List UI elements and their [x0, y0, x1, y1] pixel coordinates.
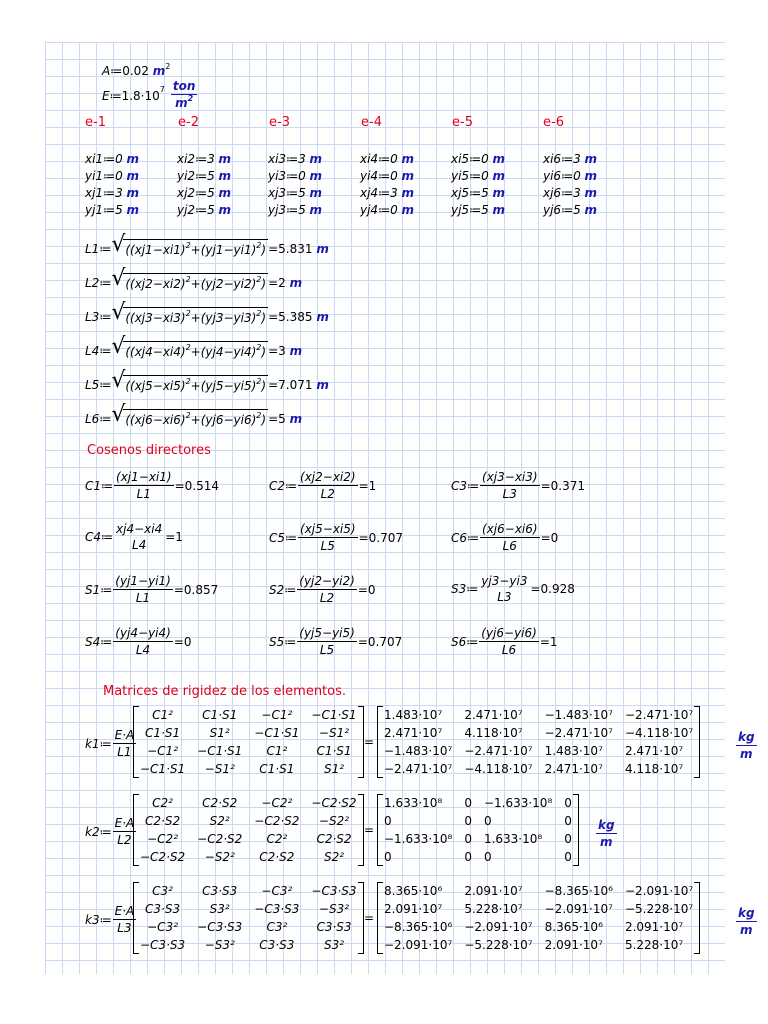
matrix-cell: −2.471·10⁷: [464, 744, 533, 758]
length-L5[interactable]: L5 ≔ √ $((xj5-xi5)^2+(yj5-yi5)^2)$ = 7.071 m: [85, 368, 329, 393]
coord-xj4[interactable]: xj4≔3 m: [360, 186, 415, 200]
matrix-cell: −2.091·10⁷: [624, 884, 694, 898]
k3-unit: $\frac{kg}{m}$: [738, 906, 755, 937]
stiffness-k2[interactable]: k2 ≔ $\frac{E\cdot A}{L2}$ C2² C2·S2 −C2² −C2·S2 C2·S2 S2² −C2·S2 −S2² −C2² −C2·S2 C2² C2·S2 −C2·S2 −S2² C2·S2 S2² = 1.633·10⁸ 0 −1.633·10⁸ 0 0 0 0 0 −1.633·10⁸ 0 1.633·10⁸ 0 0 0 0 0 $\frac{kg}{m}$: [85, 796, 615, 864]
cosine-row-2: [85, 522, 705, 574]
matrix-cell: C3²: [266, 920, 288, 934]
matrix-cell: −C1·S1: [140, 762, 186, 776]
modulus-exp: 7: [159, 84, 165, 94]
matrix-row: [378, 882, 699, 900]
cosine-C4[interactable]: C4 ≔ xj4−xi4 L4 = 1: [85, 522, 183, 552]
coord-yi1[interactable]: yi1≔0 m: [85, 169, 140, 183]
coord-xi1[interactable]: xi1≔0 m: [85, 152, 140, 166]
stiffness-k1[interactable]: k1 ≔ $\frac{E\cdot A}{L1}$ C1² C1·S1 −C1² −C1·S1 C1·S1 S1² −C1·S1 −S1² −C1² −C1·S1 C1² C1·S1 −C1·S1 −S1² C1·S1 S1² = 1.483·10⁷ 2.471·10⁷ −1.483·10⁷ −2.471·10⁷ 2.471·10⁷ 4.118·10⁷ −2.471·10⁷ −4.118·10⁷ −1.483·10⁷ −2.471·10⁷ 1.483·10⁷ 2.471·10⁷ −2.471·10⁷ −4.118·10⁷ 2.471·10⁷ 4.118·10⁷ $\frac{kg}{m}$: [85, 708, 755, 776]
sine-S2[interactable]: S2 ≔ $\frac{(yj2-yi2)}{L2}$ = 0: [269, 574, 376, 605]
matrix-cell: 2.091·10⁷: [464, 884, 523, 898]
matrix-cell: C3²: [152, 884, 173, 898]
matrix-cell: −C1²: [147, 744, 179, 758]
matrix-row: [378, 918, 699, 936]
matrix-cell: S3²: [323, 938, 345, 952]
matrix-cell: 2.471·10⁷: [464, 708, 523, 722]
modulus-op: ≔: [109, 88, 122, 103]
matrix-cell: −4.118·10⁷: [624, 726, 694, 740]
matrix-cell: 1.633·10⁸: [384, 796, 443, 810]
cosine-C5[interactable]: C5 ≔ $\frac{(xj5-xi5)}{L5}$ = 0.707: [269, 522, 403, 553]
matrix-cell: −2.091·10⁷: [544, 902, 613, 916]
matrix-cell: −2.471·10⁷: [624, 708, 694, 722]
matrix-cell: −C1·S1: [254, 726, 300, 740]
matrix-cell: C2·S2: [316, 832, 352, 846]
matrix-cell: −C3·S3: [197, 920, 243, 934]
k3-numeric-matrix: [377, 882, 700, 954]
k1-symbolic-matrix: [133, 706, 364, 778]
cosine-row-1: [85, 470, 705, 522]
k1-numeric-matrix: [377, 706, 700, 778]
matrix-cell: −2.091·10⁷: [384, 938, 453, 952]
sine-S3[interactable]: S3 ≔ yj3−yi3 L3 = 0.928: [451, 574, 575, 604]
matrix-cell: 2.091·10⁷: [544, 938, 603, 952]
coord-xi2[interactable]: xi2≔3 m: [177, 152, 232, 166]
matrix-row: [378, 812, 578, 830]
matrix-cell: −C3·S3: [311, 884, 357, 898]
matrix-cell: 4.118·10⁷: [624, 762, 684, 776]
length-L1[interactable]: L1 ≔ √ $((xj1-xi1)^2+(yj1-yi1)^2)$ = 5.831 m: [85, 232, 329, 257]
matrix-cell: −C3²: [147, 920, 179, 934]
coord-xi6[interactable]: xi6≔3 m: [543, 152, 598, 166]
matrix-row: [378, 848, 578, 866]
matrix-cell: 0: [564, 814, 572, 828]
matrix-cell: 1.633·10⁸: [483, 832, 543, 846]
length-L6[interactable]: L6 ≔ √ $((xj6-xi6)^2+(yj6-yi6)^2)$ = 5 m: [85, 402, 303, 427]
matrix-cell: C1·S1: [316, 744, 352, 758]
matrix-cell: −2.091·10⁷: [464, 920, 533, 934]
matrix-row: [378, 760, 699, 778]
matrix-cell: −S1²: [204, 762, 235, 776]
coord-yi4[interactable]: yi4≔0 m: [360, 169, 415, 183]
matrix-cell: 2.091·10⁷: [624, 920, 684, 934]
sine-S4[interactable]: S4 ≔ $\frac{(yj4-yi4)}{L4}$ = 0: [85, 626, 192, 657]
cosines-block: [85, 470, 705, 678]
matrix-row: [134, 900, 363, 918]
matrix-cell: 0: [384, 850, 392, 864]
matrix-cell: C2·S2: [145, 814, 181, 828]
modulus-unit-num: ton: [172, 79, 196, 93]
matrix-cell: 1.483·10⁷: [384, 708, 443, 722]
length-L2[interactable]: L2 ≔ √ $((xj2-xi2)^2+(yj2-yi2)^2)$ = 2 m: [85, 266, 303, 291]
matrix-cell: −C2²: [261, 796, 293, 810]
matrix-cell: S2²: [209, 814, 230, 828]
matrix-cell: −4.118·10⁷: [464, 762, 533, 776]
matrix-cell: −1.483·10⁷: [384, 744, 453, 758]
coord-yj3[interactable]: yj3≔5 m: [268, 203, 323, 217]
matrix-cell: 0: [464, 814, 472, 828]
element-label-3: e-3: [269, 115, 290, 130]
matrix-cell: −8.365·10⁶: [544, 884, 613, 898]
coord-yj5[interactable]: yj5≔5 m: [451, 203, 506, 217]
matrix-row: [134, 882, 363, 900]
matrix-cell: S1²: [323, 762, 345, 776]
coord-xj5[interactable]: xj5≔5 m: [451, 186, 506, 200]
coord-xi5[interactable]: xi5≔0 m: [451, 152, 506, 166]
coord-xj2[interactable]: xj2≔5 m: [177, 186, 232, 200]
matrix-cell: −1.483·10⁷: [544, 708, 613, 722]
matrix-cell: −C2²: [147, 832, 179, 846]
matrix-cell: 2.091·10⁷: [384, 902, 443, 916]
matrix-row: [134, 706, 363, 724]
k2-unit: $\frac{kg}{m}$: [598, 818, 615, 849]
matrix-cell: S3²: [209, 902, 230, 916]
coord-yj2[interactable]: yj2≔5 m: [177, 203, 232, 217]
matrix-cell: −2.471·10⁷: [384, 762, 453, 776]
matrix-cell: C2·S2: [259, 850, 295, 864]
matrix-cell: C2²: [266, 832, 288, 846]
matrix-cell: −1.633·10⁸: [384, 832, 453, 846]
matrix-row: [134, 848, 363, 866]
matrix-cell: −1.633·10⁸: [483, 796, 553, 810]
matrix-row: [378, 830, 578, 848]
modulus-lhs: E: [102, 88, 110, 103]
matrix-cell: 0: [483, 850, 492, 864]
length-L3[interactable]: L3 ≔ √ $((xj3-xi3)^2+(yj3-yi3)^2)$ = 5.385 m: [85, 300, 329, 325]
matrix-cell: C1²: [266, 744, 288, 758]
matrix-cell: −C1²: [261, 708, 293, 722]
coord-yi2[interactable]: yi2≔5 m: [177, 169, 232, 183]
length-L4[interactable]: L4 ≔ √ $((xj4-xi4)^2+(yj4-yi4)^2)$ = 3 m: [85, 334, 303, 359]
element-label-4: e-4: [361, 115, 382, 130]
cosine-C6[interactable]: C6 ≔ $\frac{(xj6-xi6)}{L6}$ = 0: [451, 522, 559, 553]
matrix-cell: 0: [564, 850, 572, 864]
matrix-cell: C1²: [152, 708, 173, 722]
matrix-cell: 0: [464, 796, 472, 810]
matrix-row: [134, 812, 363, 830]
matrix-cell: C1·S1: [259, 762, 295, 776]
matrix-cell: −S2²: [318, 814, 350, 828]
matrix-cell: −C2·S2: [197, 832, 243, 846]
area-definition[interactable]: [102, 64, 170, 80]
coord-xj6[interactable]: xj6≔3 m: [543, 186, 598, 200]
coord-xi3[interactable]: xi3≔3 m: [268, 152, 323, 166]
cosine-C1[interactable]: C1 ≔ $\frac{(xj1-xi1)}{L1}$ = 0.514: [85, 470, 219, 501]
matrix-cell: 0: [564, 796, 572, 810]
cosine-C3[interactable]: C3 ≔ $\frac{(xj3-xi3)}{L3}$ = 0.371: [451, 470, 585, 501]
matrix-cell: C2·S2: [202, 796, 238, 810]
matrix-row: [134, 724, 363, 742]
matrix-cell: −5.228·10⁷: [464, 938, 533, 952]
matrix-cell: −5.228·10⁷: [624, 902, 694, 916]
matrix-cell: 8.365·10⁶: [384, 884, 443, 898]
matrix-cell: 4.118·10⁷: [464, 726, 523, 740]
matrix-row: [378, 706, 699, 724]
matrix-cell: C1·S1: [145, 726, 181, 740]
matrices-title: Matrices de rigidez de los elementos.: [103, 684, 347, 699]
matrix-cell: −S1²: [318, 726, 350, 740]
cosenos-title: Cosenos directores: [87, 443, 211, 458]
matrix-cell: 2.471·10⁷: [384, 726, 443, 740]
coord-yi5[interactable]: yi5≔0 m: [451, 169, 506, 183]
k3-symbolic-matrix: [133, 882, 364, 954]
matrix-row: [134, 760, 363, 778]
coord-xi4[interactable]: xi4≔0 m: [360, 152, 415, 166]
k1-unit: $\frac{kg}{m}$: [738, 730, 755, 761]
matrix-cell: −C3·S3: [254, 902, 300, 916]
matrix-cell: C1·S1: [202, 708, 238, 722]
matrix-cell: S2²: [323, 850, 345, 864]
matrix-cell: 5.228·10⁷: [464, 902, 523, 916]
matrix-cell: −2.471·10⁷: [544, 726, 613, 740]
coord-xj3[interactable]: xj3≔5 m: [268, 186, 323, 200]
matrix-cell: C3·S3: [145, 902, 181, 916]
element-label-1: e-1: [85, 115, 106, 130]
matrix-cell: −S3²: [204, 938, 235, 952]
matrix-row: [134, 918, 363, 936]
matrix-cell: 0: [464, 850, 472, 864]
matrix-cell: S1²: [209, 726, 230, 740]
coord-yj1[interactable]: yj1≔5 m: [85, 203, 140, 217]
matrix-row: [134, 794, 363, 812]
matrix-cell: −C3·S3: [140, 938, 186, 952]
cosine-row-3: [85, 574, 705, 626]
worksheet: [45, 42, 755, 974]
matrix-cell: −C2·S2: [254, 814, 300, 828]
modulus-unit-den: m: [175, 96, 188, 110]
coord-xj1[interactable]: xj1≔3 m: [85, 186, 140, 200]
matrix-cell: 8.365·10⁶: [544, 920, 603, 934]
element-label-2: e-2: [178, 115, 199, 130]
cosine-row-4: [85, 626, 705, 678]
lengths-block: [85, 232, 329, 436]
matrix-cell: −S2²: [204, 850, 235, 864]
matrix-cell: −C1·S1: [197, 744, 243, 758]
matrix-cell: 2.471·10⁷: [624, 744, 684, 758]
matrix-cell: −S3²: [318, 902, 350, 916]
coord-yj6[interactable]: yj6≔5 m: [543, 203, 598, 217]
area-lhs: A: [102, 64, 111, 78]
area-unit-exp: 2: [165, 62, 171, 71]
area-unit: m: [152, 64, 166, 78]
coord-yi3[interactable]: yi3≔0 m: [268, 169, 323, 183]
modulus-mantissa: 1.8·10: [121, 88, 160, 103]
element-label-6: e-6: [543, 115, 564, 130]
matrix-row: [378, 936, 699, 954]
sine-S1[interactable]: S1 ≔ $\frac{(yj1-yi1)}{L1}$ = 0.857: [85, 574, 219, 605]
k2-symbolic-matrix: [133, 794, 364, 866]
element-label-5: e-5: [452, 115, 473, 130]
matrix-cell: −C3²: [261, 884, 293, 898]
area-value: 0.02: [122, 64, 149, 78]
area-op: ≔: [110, 64, 123, 78]
matrix-cell: 0: [384, 814, 392, 828]
k2-numeric-matrix: [377, 794, 579, 866]
matrix-cell: 1.483·10⁷: [544, 744, 603, 758]
modulus-unit-den-exp: 2: [187, 94, 194, 103]
matrix-cell: 0: [464, 832, 472, 846]
matrix-cell: C3·S3: [316, 920, 352, 934]
modulus-definition[interactable]: [102, 79, 198, 112]
coord-yi6[interactable]: yi6≔0 m: [543, 169, 598, 183]
cosine-C2[interactable]: C2 ≔ $\frac{(xj2-xi2)}{L2}$ = 1: [269, 470, 377, 501]
matrix-cell: C3·S3: [259, 938, 295, 952]
stiffness-k3[interactable]: k3 ≔ $\frac{E\cdot A}{L3}$ C3² C3·S3 −C3² −C3·S3 C3·S3 S3² −C3·S3 −S3² −C3² −C3·S3 C3² C3·S3 −C3·S3 −S3² C3·S3 S3² = 8.365·10⁶ 2.091·10⁷ −8.365·10⁶ −2.091·10⁷ 2.091·10⁷ 5.228·10⁷ −2.091·10⁷ −5.228·10⁷ −8.365·10⁶ −2.091·10⁷ 8.365·10⁶ 2.091·10⁷ −2.091·10⁷ −5.228·10⁷ 2.091·10⁷ 5.228·10⁷ $\frac{kg}{m}$: [85, 884, 755, 952]
matrix-cell: 2.471·10⁷: [544, 762, 603, 776]
sine-S6[interactable]: S6 ≔ $\frac{(yj6-yi6)}{L6}$ = 1: [451, 626, 558, 657]
matrix-row: [134, 830, 363, 848]
matrix-row: [378, 724, 699, 742]
matrix-row: [378, 742, 699, 760]
sine-S5[interactable]: S5 ≔ $\frac{(yj5-yi5)}{L5}$ = 0.707: [269, 626, 403, 657]
matrix-row: [134, 742, 363, 760]
matrix-row: [134, 936, 363, 954]
matrix-cell: −8.365·10⁶: [384, 920, 453, 934]
matrix-cell: −C2·S2: [311, 796, 357, 810]
modulus-unit: [171, 79, 198, 112]
matrix-cell: −C2·S2: [140, 850, 186, 864]
matrix-cell: 0: [483, 814, 492, 828]
matrix-cell: 0: [564, 832, 572, 846]
matrix-cell: C3·S3: [202, 884, 238, 898]
matrix-cell: 5.228·10⁷: [624, 938, 684, 952]
matrix-row: [378, 900, 699, 918]
matrix-cell: −C1·S1: [311, 708, 357, 722]
matrix-row: [378, 794, 578, 812]
coord-yj4[interactable]: yj4≔0 m: [360, 203, 415, 217]
matrix-cell: C2²: [152, 796, 173, 810]
